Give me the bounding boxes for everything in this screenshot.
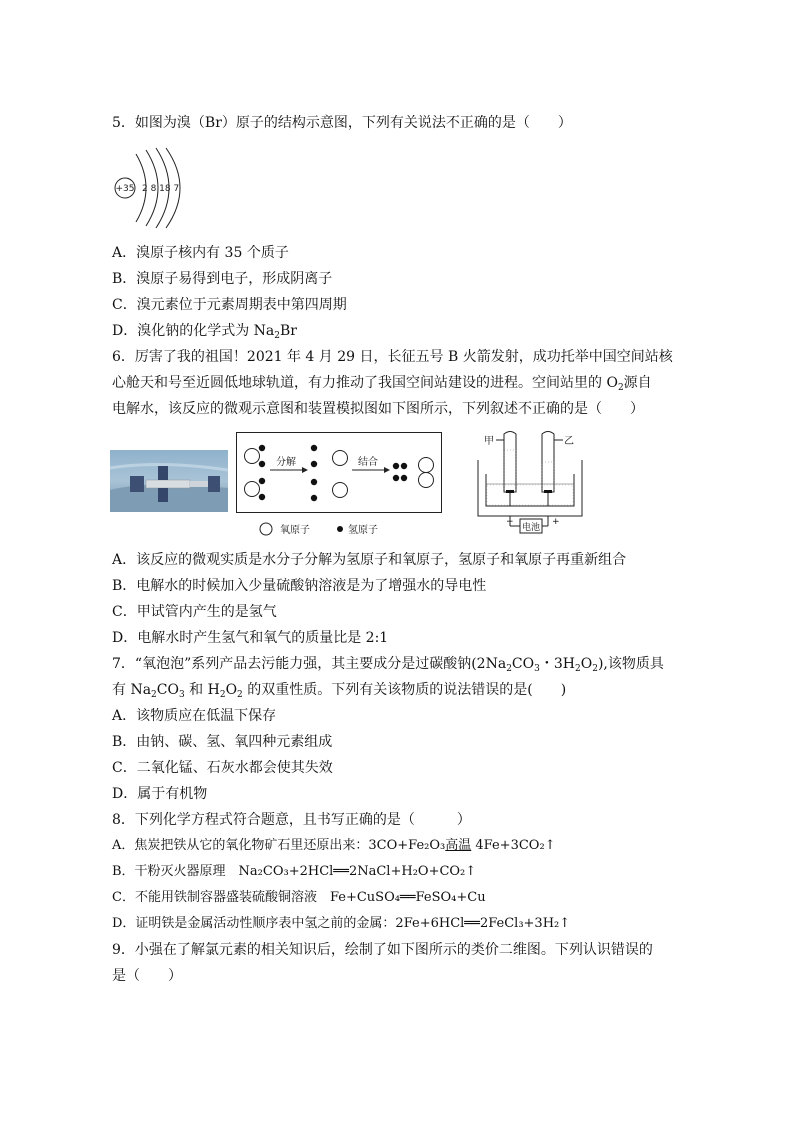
q7-stem-line1: 7．“氧泡泡”系列产品去污能力强，其主要成分是过碳酸钠($2Na_2CO_3$・$3H_2O_2$),该物质具 xyxy=(112,656,664,674)
q5-stem: 5．如图为溴（Br）原子的结构示意图，下列有关说法不正确的是（ ） xyxy=(112,115,572,131)
battery-label: 电池 xyxy=(521,523,541,533)
q8-option-a: A．焦炭把铁从它的氧化物矿石里还原出来：3CO+Fe₂O₃高温 4Fe+3CO₂↑ xyxy=(112,838,556,853)
q8-option-b: B．干粉灭火器原理 Na₂CO₃+2HCl══2NaCl+H₂O+CO₂↑ xyxy=(112,864,477,879)
oxygen-legend-icon xyxy=(260,523,272,535)
q5-option-a: A．溴原子核内有 35 个质子 xyxy=(112,245,289,261)
shell-electron-counts: 2 8 18 7 xyxy=(142,184,180,194)
q7-stem-line2: 有 $Na_2CO_3$ 和 $H_2O_2$ 的双重性质。下列有关该物质的说法错误的是( ) xyxy=(112,682,567,700)
q8-stem: 8．下列化学方程式符合题意，且书写正确的是（ ） xyxy=(112,812,471,828)
battery-plus: + xyxy=(552,517,560,527)
q6-option-a: A．该反应的微观实质是水分子分解为氢原子和氧原子，氢原子和氧原子再重新组合 xyxy=(112,552,627,568)
micro-diagram-frame xyxy=(237,433,442,513)
q9-stem-line1: 9．小强在了解氯元素的相关知识后，绘制了如下图所示的类价二维图。下列认识错误的 xyxy=(112,942,653,958)
q8-option-c: C．不能用铁制容器盛装硫酸铜溶液 Fe+CuSO₄══FeSO₄+Cu xyxy=(112,890,486,905)
battery-minus: − xyxy=(506,517,514,527)
tube-yi-label: 乙 xyxy=(564,436,574,447)
bromine-atom-diagram xyxy=(108,142,198,230)
q7-option-c: C．二氧化锰、石灰水都会使其失效 xyxy=(112,760,333,776)
hydrogen-legend-label: 氢原子 xyxy=(348,525,378,536)
q7-option-b: B．由钠、碳、氢、氧四种元素组成 xyxy=(112,734,333,750)
q6-stem-line2: 心舱天和号至近圆低地球轨道，有力推动了我国空间站建设的进程。空间站里的 $O_2$源自 xyxy=(112,375,652,393)
electrolysis-apparatus xyxy=(476,430,586,536)
q9-stem-line2: 是（ ） xyxy=(112,968,182,984)
hydrogen-legend-icon xyxy=(337,526,343,532)
q5-option-d: D．溴化钠的化学式为 $Na_2Br$ xyxy=(112,323,297,341)
q6-option-d: D．电解水时产生氢气和氧气的质量比是 2:1 xyxy=(112,630,389,646)
q5-option-b: B．溴原子易得到电子，形成阴离子 xyxy=(112,271,333,287)
q7-option-a: A．该物质应在低温下保存 xyxy=(112,708,277,724)
q8-option-d: D．证明铁是金属活动性顺序表中氢之前的金属：2Fe+6HCl══2FeCl₃+3H₂↑ xyxy=(112,916,571,931)
electrolysis-micro-diagram xyxy=(236,432,442,542)
space-station-photo xyxy=(110,450,228,512)
nucleus-charge: +35 xyxy=(115,184,135,194)
q5-option-c: C．溴元素位于元素周期表中第四周期 xyxy=(112,297,347,313)
q6-option-c: C．甲试管内产生的是氢气 xyxy=(112,604,277,620)
q6-stem-line3: 电解水，该反应的微观示意图和装置模拟图如下图所示，下列叙述不正确的是（ ） xyxy=(112,401,644,417)
q6-stem-line1: 6．厉害了我的祖国！2021 年 4 月 29 日，长征五号 B 火箭发射，成功托举中国空间站核 xyxy=(112,349,673,365)
tube-jia-label: 甲 xyxy=(484,436,494,447)
q6-option-b: B．电解水的时候加入少量硫酸钠溶液是为了增强水的导电性 xyxy=(112,578,487,594)
combine-label: 结合 xyxy=(358,457,378,468)
oxygen-legend-label: 氧原子 xyxy=(280,525,310,536)
q7-option-d: D．属于有机物 xyxy=(112,786,208,802)
decompose-label: 分解 xyxy=(276,457,296,468)
